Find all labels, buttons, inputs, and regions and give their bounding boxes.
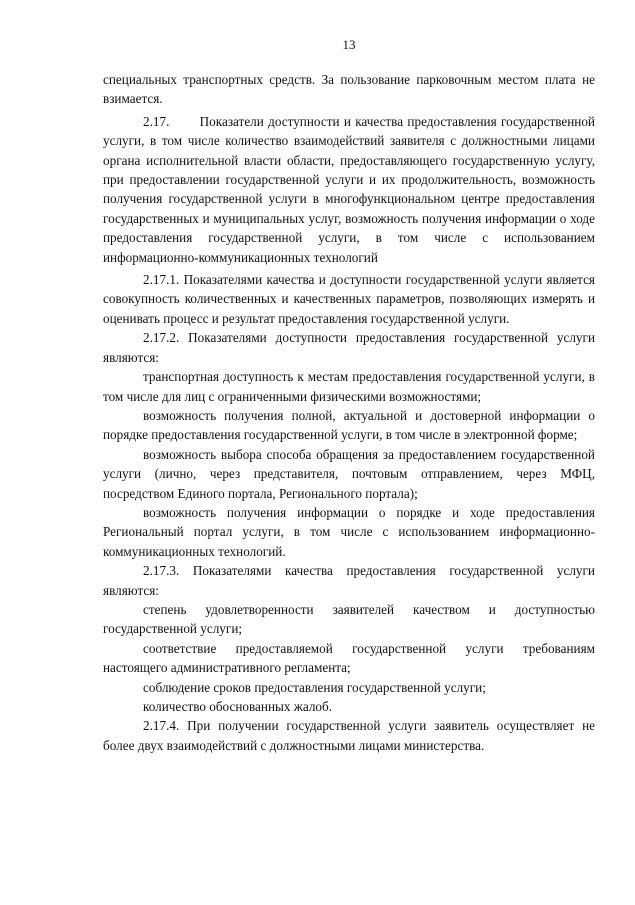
list-item-satisfaction: степень удовлетворенности заявителей качеством и доступностью государственной услуги; bbox=[103, 601, 595, 637]
list-item-complaints: количество обоснованных жалоб. bbox=[143, 699, 333, 714]
paragraph-2-17-2: 2.17.2. Показателями доступности предоставления государственной услуги являются: bbox=[103, 330, 595, 365]
page-number: 13 bbox=[342, 37, 356, 52]
paragraph-2-17-heading: 2.17. Показатели доступности и качества предоставления государственной услуги, в том числе количество взаимодействий заявителя с должностными лицами органа исполнительной власти области, предоставляющего государственную услугу, при предоставлении государственной услуги и их продолжительность, возможность получения государственной услуги в многофункциональном центре предоставления государственных и муниципальных услуг, возможность получения информации о ходе предоставления государственной услуги, в том числе с использованием информационно-коммуникационных технологий bbox=[103, 113, 595, 265]
list-item-info-access: возможность получения полной, актуальной и достоверной информации о порядке предоставления государственной услуги, в том числе в электронной форме; bbox=[103, 407, 595, 443]
paragraph-2-17-1: 2.17.1. Показателями качества и доступности государственной услуги является совокупность количественных и качественных параметров, позволяющих измерять и оценивать процесс и результат предоставления государственной услуги. bbox=[103, 272, 595, 326]
paragraph-2-17-3: 2.17.3. Показателями качества предоставления государственной услуги являются: bbox=[103, 563, 595, 598]
list-item-compliance: соответствие предоставляемой государственной услуги требованиям настоящего административного регламента; bbox=[103, 640, 595, 676]
list-item-progress-info: возможность получения информации о порядке и ходе предоставления Региональный портал услуги, в том числе с использованием информационно-коммуникационных технологий. bbox=[103, 504, 595, 559]
list-item-transport-access: транспортная доступность к местам предоставления государственной услуги, в том числе для лиц с ограниченными физическими возможностями; bbox=[103, 369, 595, 404]
paragraph-parking: специальных транспортных средств. За пользование парковочным местом плата не взимается. bbox=[103, 72, 595, 107]
paragraph-2-17-4: 2.17.4. При получении государственной услуги заявитель осуществляет не более двух взаимодействий с должностными лицами министерства. bbox=[103, 718, 595, 753]
list-item-deadlines: соблюдение сроков предоставления государственной услуги; bbox=[143, 679, 486, 695]
list-item-channel-choice: возможность выбора способа обращения за предоставлением государственной услуги (лично, через представителя, почтовым отправлением, через МФЦ, посредством Единого портала, Регионального портала); bbox=[103, 446, 595, 501]
